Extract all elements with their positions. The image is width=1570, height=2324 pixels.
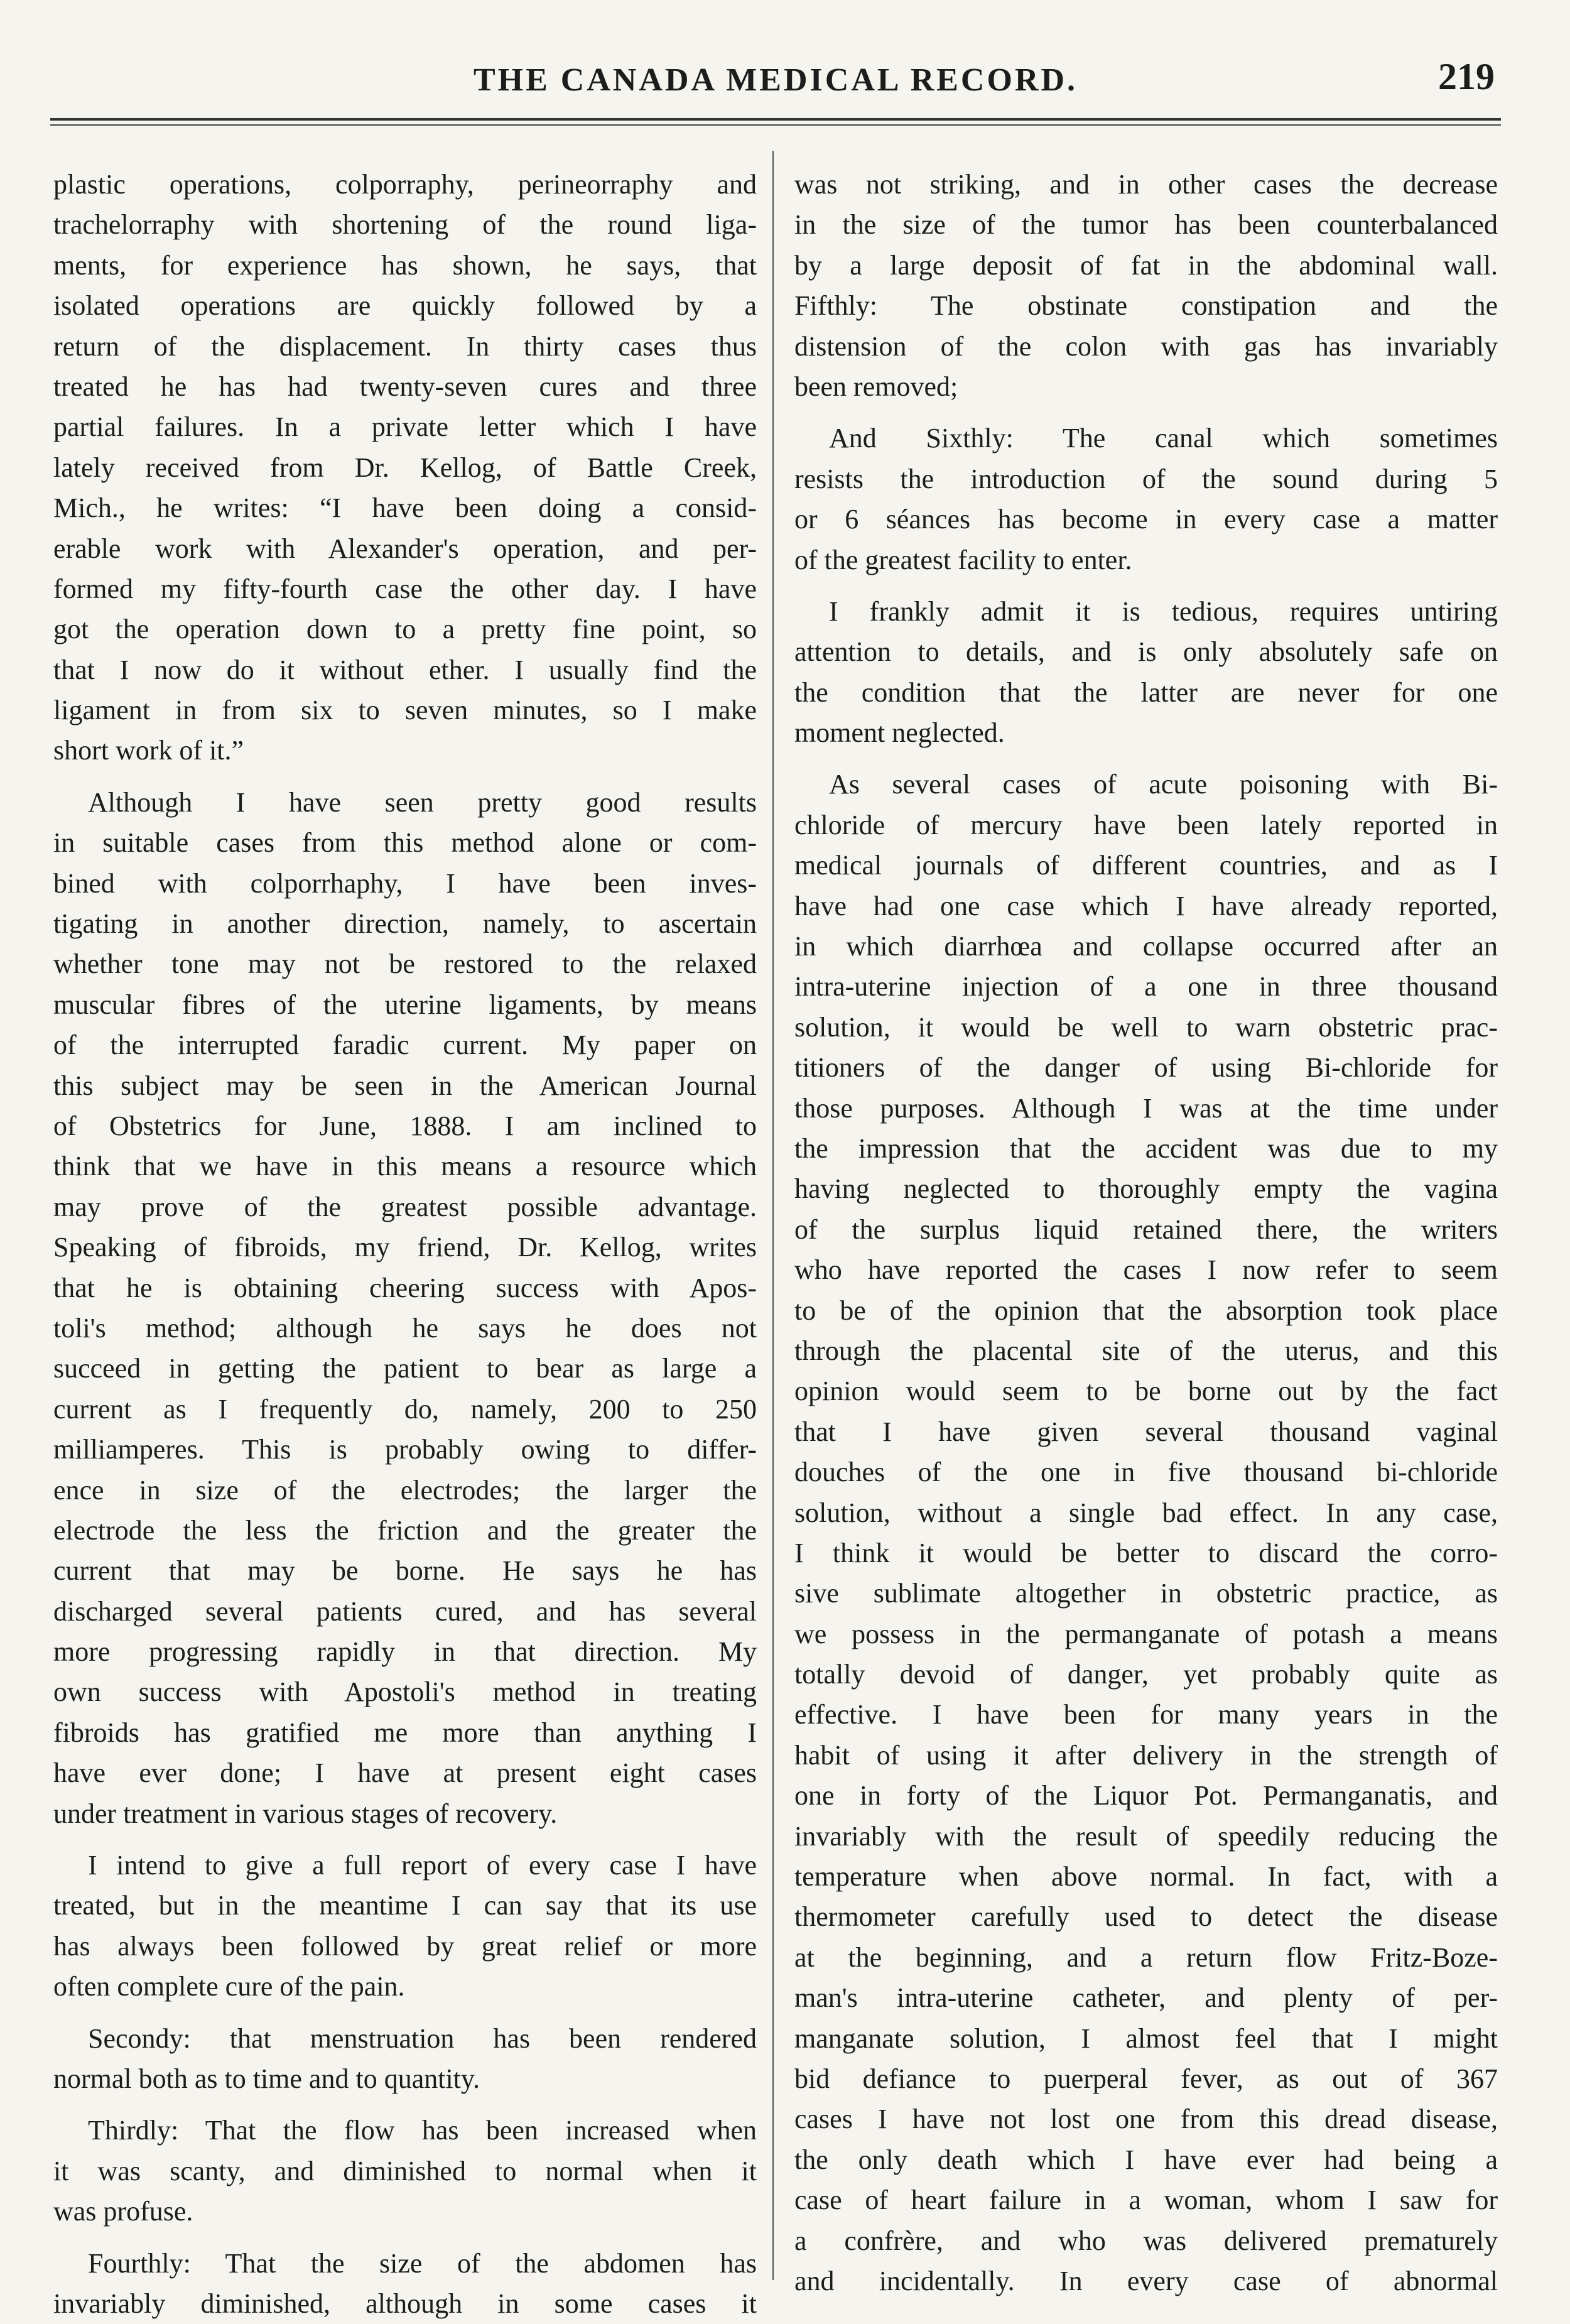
text-line: opinion would seem to be borne out by the fact — [794, 1376, 1498, 1407]
text-line: the only death which I have ever had being a — [794, 2144, 1498, 2175]
text-line: treated he has had twenty-seven cures and three — [53, 371, 757, 402]
text-line: tigating in another direction, namely, to ascertain — [53, 908, 757, 940]
text-line: that he is obtaining cheering success with Apos- — [53, 1272, 757, 1303]
text-line: current as I frequently do, namely, 200 to 250 — [53, 1393, 757, 1425]
text-line: solution, it would be well to warn obstetric prac- — [794, 1011, 1498, 1043]
text-line: muscular fibres of the uterine ligaments, by means — [53, 989, 757, 1020]
text-line: or 6 séances has become in every case a matter — [794, 504, 1498, 535]
paragraph-gap — [794, 753, 1498, 764]
text-line: bid defiance to puerperal fever, as out of 367 — [794, 2063, 1498, 2094]
text-line: isolated operations are quickly followed by a — [53, 290, 757, 322]
text-line: Fifthly: The obstinate constipation and the — [794, 290, 1498, 322]
text-line: manganate solution, I almost feel that I might — [794, 2023, 1498, 2054]
paragraph-gap — [53, 2007, 757, 2019]
text-line: by a large deposit of fat in the abdominal wall. — [794, 249, 1498, 281]
left-column-paragraph — [53, 2244, 757, 2324]
text-line: to be of the opinion that the absorption took place — [794, 1295, 1498, 1326]
text-line: trachelorraphy with shortening of the round liga- — [53, 209, 757, 241]
paragraph-gap — [794, 407, 1498, 418]
text-line: formed my fifty-fourth case the other day. I have — [53, 573, 757, 604]
page-number: 219 — [1438, 56, 1495, 97]
column-divider — [772, 151, 774, 2280]
paragraph-gap — [53, 771, 757, 783]
text-line: Although I have seen pretty good results — [88, 786, 757, 818]
page-header — [50, 55, 1501, 112]
text-line: the impression that the accident was due to my — [794, 1132, 1498, 1164]
left-column-paragraph — [53, 165, 757, 771]
text-line: may prove of the greatest possible advantage. — [53, 1191, 757, 1222]
text-line: often complete cure of the pain. — [53, 1971, 405, 2002]
header-rule — [50, 118, 1501, 121]
text-line: intra-uterine injection of a one in three thousand — [794, 971, 1498, 1002]
paragraph-gap — [794, 580, 1498, 592]
text-line: short work of it.” — [53, 735, 244, 766]
text-line: resists the introduction of the sound during 5 — [794, 463, 1498, 494]
right-column — [794, 165, 1498, 2301]
text-line: having neglected to thoroughly empty the vagina — [794, 1173, 1498, 1205]
text-line: effective. I have been for many years in the — [794, 1699, 1498, 1730]
text-line: in suitable cases from this method alone or com- — [53, 827, 757, 859]
text-line: of the interrupted faradic current. My paper on — [53, 1029, 757, 1061]
right-column-paragraph — [794, 165, 1498, 407]
text-line: chloride of mercury have been lately reported in — [794, 809, 1498, 840]
text-line: erable work with Alexander's operation, and per- — [53, 533, 757, 564]
text-line: temperature when above normal. In fact, with a — [794, 1861, 1498, 1892]
paragraph-gap — [53, 2232, 757, 2244]
text-line: plastic operations, colporraphy, perineorraphy and — [53, 169, 757, 200]
text-line: was profuse. — [53, 2196, 193, 2227]
text-line: those purposes. Although I was at the time under — [794, 1092, 1498, 1124]
text-line: in the size of the tumor has been counterbalanced — [794, 209, 1498, 241]
text-line: Mich., he writes: “I have been doing a consid- — [53, 492, 757, 524]
text-line: of Obstetrics for June, 1888. I am inclined to — [53, 1110, 757, 1141]
text-line: current that may be borne. He says he has — [53, 1555, 757, 1587]
text-line: one in forty of the Liquor Pot. Permanganatis, and — [794, 1780, 1498, 1811]
text-line: own success with Apostoli's method in treating — [53, 1676, 757, 1708]
text-line: was not striking, and in other cases the decrease — [794, 169, 1498, 200]
text-line: sive sublimate altogether in obstetric practice, as — [794, 1578, 1498, 1609]
text-line: we possess in the permanganate of potash a means — [794, 1618, 1498, 1649]
text-line: man's intra-uterine catheter, and plenty of per- — [794, 1982, 1498, 2014]
text-line: who have reported the cases I now refer to seem — [794, 1254, 1498, 1286]
text-line: at the beginning, and a return flow Fritz-Boze- — [794, 1941, 1498, 1973]
header-rule-thin — [50, 124, 1501, 126]
text-line: and incidentally. In every case of abnormal — [794, 2265, 1498, 2296]
text-line: of the surplus liquid retained there, the writers — [794, 1214, 1498, 1245]
text-line: that I have given several thousand vaginal — [794, 1416, 1498, 1447]
text-line: succeed in getting the patient to bear as large a — [53, 1353, 757, 1384]
text-line: invariably diminished, although in some cases it — [53, 2288, 757, 2319]
text-line: milliamperes. This is probably owing to differ- — [53, 1434, 757, 1465]
text-line: it was scanty, and diminished to normal when it — [53, 2155, 757, 2186]
right-column-paragraph — [794, 592, 1498, 754]
text-line: fibroids has gratified me more than anything I — [53, 1717, 757, 1748]
text-line: Thirdly: That the flow has been increased when — [88, 2115, 757, 2146]
right-column-paragraph — [794, 764, 1498, 2301]
text-line: habit of using it after delivery in the strength of — [794, 1739, 1498, 1771]
text-line: cases I have not lost one from this dread disease, — [794, 2104, 1498, 2135]
text-line: douches of the one in five thousand bi-chloride — [794, 1457, 1498, 1488]
text-line: normal both as to time and to quantity. — [53, 2063, 480, 2094]
text-line: of the greatest facility to enter. — [794, 544, 1132, 575]
text-line: moment neglected. — [794, 717, 1005, 749]
paragraph-gap — [53, 2099, 757, 2110]
text-line: in which diarrhœa and collapse occurred after an — [794, 931, 1498, 962]
text-line: solution, without a single bad effect. In any case, — [794, 1497, 1498, 1528]
right-column-paragraph — [794, 418, 1498, 580]
text-line: invariably with the result of speedily reducing the — [794, 1820, 1498, 1852]
text-line: have had one case which I have already reported, — [794, 890, 1498, 921]
text-line: As several cases of acute poisoning with Bi- — [829, 769, 1498, 800]
text-line: ence in size of the electrodes; the larger the — [53, 1474, 757, 1506]
text-line: totally devoid of danger, yet probably quite as — [794, 1659, 1498, 1690]
text-line: Speaking of fibroids, my friend, Dr. Kellog, writes — [53, 1232, 757, 1263]
text-line: that I now do it without ether. I usually find the — [53, 654, 757, 685]
text-line: a confrère, and who was delivered prematurely — [794, 2225, 1498, 2256]
text-line: Fourthly: That the size of the abdomen has — [88, 2247, 757, 2279]
text-line: medical journals of different countries, and as I — [794, 850, 1498, 881]
text-line: electrode the less the friction and the greater the — [53, 1514, 757, 1546]
text-line: this subject may be seen in the American Journal — [53, 1070, 757, 1101]
text-line: treated, but in the meantime I can say that its use — [53, 1890, 757, 1921]
text-line: titioners of the danger of using Bi-chloride for — [794, 1052, 1498, 1083]
text-line: partial failures. In a private letter which I have — [53, 411, 757, 443]
text-line: return of the displacement. In thirty cases thus — [53, 330, 757, 362]
running-title: THE CANADA MEDICAL RECORD. — [473, 62, 1078, 98]
text-line: And Sixthly: The canal which sometimes — [829, 423, 1498, 454]
left-column-paragraph — [53, 2110, 757, 2232]
text-line: discharged several patients cured, and has several — [53, 1595, 757, 1627]
text-line: bined with colporrhaphy, I have been inves- — [53, 867, 757, 899]
text-line: whether tone may not be restored to the relaxed — [53, 948, 757, 980]
text-line: been removed; — [794, 371, 958, 402]
text-line: the condition that the latter are never for one — [794, 676, 1498, 708]
text-line: attention to details, and is only absolutely safe on — [794, 636, 1498, 668]
text-line: through the placental site of the uterus, and this — [794, 1335, 1498, 1366]
text-line: think that we have in this means a resource which — [53, 1151, 757, 1182]
text-line: thermometer carefully used to detect the disease — [794, 1901, 1498, 1933]
left-column — [53, 165, 757, 2324]
text-line: I frankly admit it is tedious, requires untiring — [829, 595, 1498, 627]
text-line: I think it would be better to discard the corro- — [794, 1537, 1498, 1568]
left-column-paragraph — [53, 2019, 757, 2100]
paragraph-gap — [53, 1834, 757, 1845]
text-line: Secondy: that menstruation has been rendered — [88, 2023, 757, 2054]
text-line: more progressing rapidly in that direction. My — [53, 1636, 757, 1668]
text-line: toli's method; although he says he does not — [53, 1312, 757, 1344]
text-line: ligament in from six to seven minutes, so I make — [53, 695, 757, 726]
text-line: under treatment in various stages of recovery. — [53, 1798, 558, 1829]
text-line: got the operation down to a pretty fine point, so — [53, 614, 757, 645]
text-line: I intend to give a full report of every case I have — [88, 1850, 757, 1881]
text-line: have ever done; I have at present eight cases — [53, 1757, 757, 1789]
text-line: has always been followed by great relief or more — [53, 1930, 757, 1962]
text-line: ments, for experience has shown, he says, that — [53, 249, 757, 281]
text-line: case of heart failure in a woman, whom I saw for — [794, 2185, 1498, 2216]
left-column-paragraph — [53, 783, 757, 1834]
text-line: lately received from Dr. Kellog, of Battle Creek, — [53, 452, 757, 483]
text-line: distension of the colon with gas has invariably — [794, 330, 1498, 362]
left-column-paragraph — [53, 1845, 757, 2007]
